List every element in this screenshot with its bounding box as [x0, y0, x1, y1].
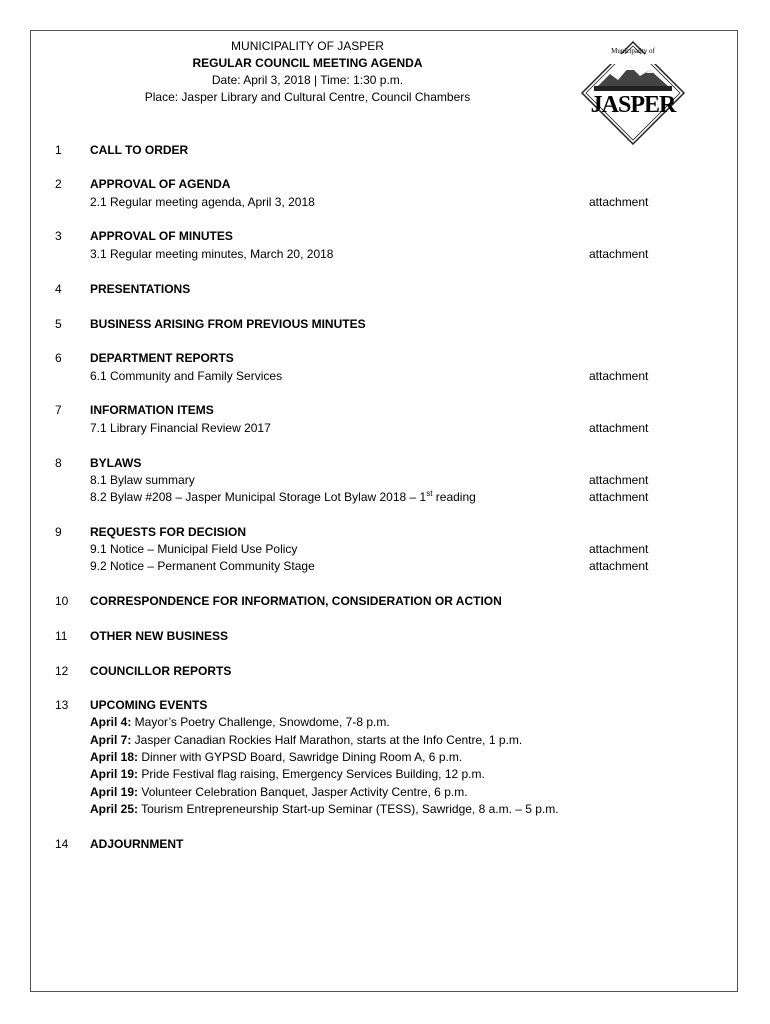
event-date: April 18:	[90, 750, 139, 764]
item-number: 8	[55, 456, 62, 470]
sub-item-text: 8.1 Bylaw summary	[90, 473, 195, 487]
attachment-label: attachment	[589, 369, 649, 383]
item-number: 7	[55, 403, 62, 417]
item-title: CORRESPONDENCE FOR INFORMATION, CONSIDERATION OR ACTION	[90, 594, 502, 608]
item-title: BUSINESS ARISING FROM PREVIOUS MINUTES	[90, 317, 366, 331]
item-title: INFORMATION ITEMS	[90, 403, 214, 417]
item-number: 9	[55, 525, 62, 539]
item-number: 12	[55, 664, 69, 678]
item-number: 10	[55, 594, 69, 608]
sub-item-text: 2.1 Regular meeting agenda, April 3, 2018	[90, 195, 315, 209]
event-description: Mayor’s Poetry Challenge, Snowdome, 7-8 p.m.	[131, 715, 390, 729]
logo-name: JASPER	[590, 92, 676, 118]
item-title: DEPARTMENT REPORTS	[90, 351, 234, 365]
agenda-title: REGULAR COUNCIL MEETING AGENDA	[192, 56, 423, 70]
item-number: 1	[55, 143, 62, 157]
item-number: 14	[55, 837, 69, 851]
municipality-name: MUNICIPALITY OF JASPER	[231, 39, 384, 53]
item-title: APPROVAL OF AGENDA	[90, 177, 231, 191]
item-number: 6	[55, 351, 62, 365]
sub-item-text-main: 8.2 Bylaw #208 – Jasper Municipal Storage Lot Bylaw 2018 – 1	[90, 490, 427, 504]
event-description: Volunteer Celebration Banquet, Jasper Activity Centre, 6 p.m.	[138, 785, 468, 799]
event-date: April 7:	[90, 733, 132, 747]
sub-item-text: 6.1 Community and Family Services	[90, 369, 283, 383]
event-text	[90, 766, 485, 784]
item-title: APPROVAL OF MINUTES	[90, 229, 233, 243]
meeting-date-time: Date: April 3, 2018 | Time: 1:30 p.m.	[211, 73, 404, 87]
attachment-label: attachment	[589, 195, 649, 209]
event-date: April 19:	[90, 767, 139, 781]
event-date: April 19:	[90, 785, 139, 799]
item-title: BYLAWS	[90, 456, 142, 470]
attachment-label: attachment	[589, 473, 649, 487]
sub-item-text-end: reading	[432, 490, 476, 504]
attachment-label: attachment	[589, 490, 649, 504]
item-number: 11	[55, 629, 68, 643]
sub-item-text: 7.1 Library Financial Review 2017	[90, 421, 271, 435]
event-description: Jasper Canadian Rockies Half Marathon, starts at the Info Centre, 1 p.m.	[131, 733, 523, 747]
item-title: PRESENTATIONS	[90, 282, 191, 296]
item-title: CALL TO ORDER	[90, 143, 189, 157]
item-title: REQUESTS FOR DECISION	[90, 525, 247, 539]
attachment-label: attachment	[589, 421, 649, 435]
event-text	[90, 801, 559, 819]
event-description: Tourism Entrepreneurship Start-up Seminar (TESS), Sawridge, 8 a.m. – 5 p.m.	[138, 802, 559, 816]
item-number: 4	[55, 282, 62, 296]
meeting-place: Place: Jasper Library and Cultural Centre, Council Chambers	[144, 90, 471, 104]
sub-item-text: 9.1 Notice – Municipal Field Use Policy	[90, 542, 298, 556]
sub-item-text: 3.1 Regular meeting minutes, March 20, 2018	[90, 247, 334, 261]
event-text	[90, 732, 522, 750]
event-date: April 4:	[90, 715, 132, 729]
event-date: April 25:	[90, 802, 139, 816]
item-number: 5	[55, 317, 62, 331]
item-title: COUNCILLOR REPORTS	[90, 664, 232, 678]
item-title: UPCOMING EVENTS	[90, 698, 208, 712]
attachment-label: attachment	[589, 542, 649, 556]
item-title: OTHER NEW BUSINESS	[90, 629, 229, 643]
event-description: Pride Festival flag raising, Emergency Services Building, 12 p.m.	[138, 767, 485, 781]
sub-item-text	[90, 489, 476, 507]
logo-top-text: Municipality of	[611, 47, 655, 55]
event-text	[90, 749, 462, 767]
ordinal-suffix: st	[426, 489, 433, 498]
item-number: 13	[55, 698, 69, 712]
event-text	[90, 714, 390, 732]
attachment-label: attachment	[589, 559, 649, 573]
sub-item-text: 9.2 Notice – Permanent Community Stage	[90, 559, 315, 573]
item-title: ADJOURNMENT	[90, 837, 184, 851]
event-text	[90, 784, 468, 802]
item-number: 3	[55, 229, 62, 243]
attachment-label: attachment	[589, 247, 649, 261]
event-description: Dinner with GYPSD Board, Sawridge Dining Room A, 6 p.m.	[138, 750, 463, 764]
item-number: 2	[55, 177, 62, 191]
